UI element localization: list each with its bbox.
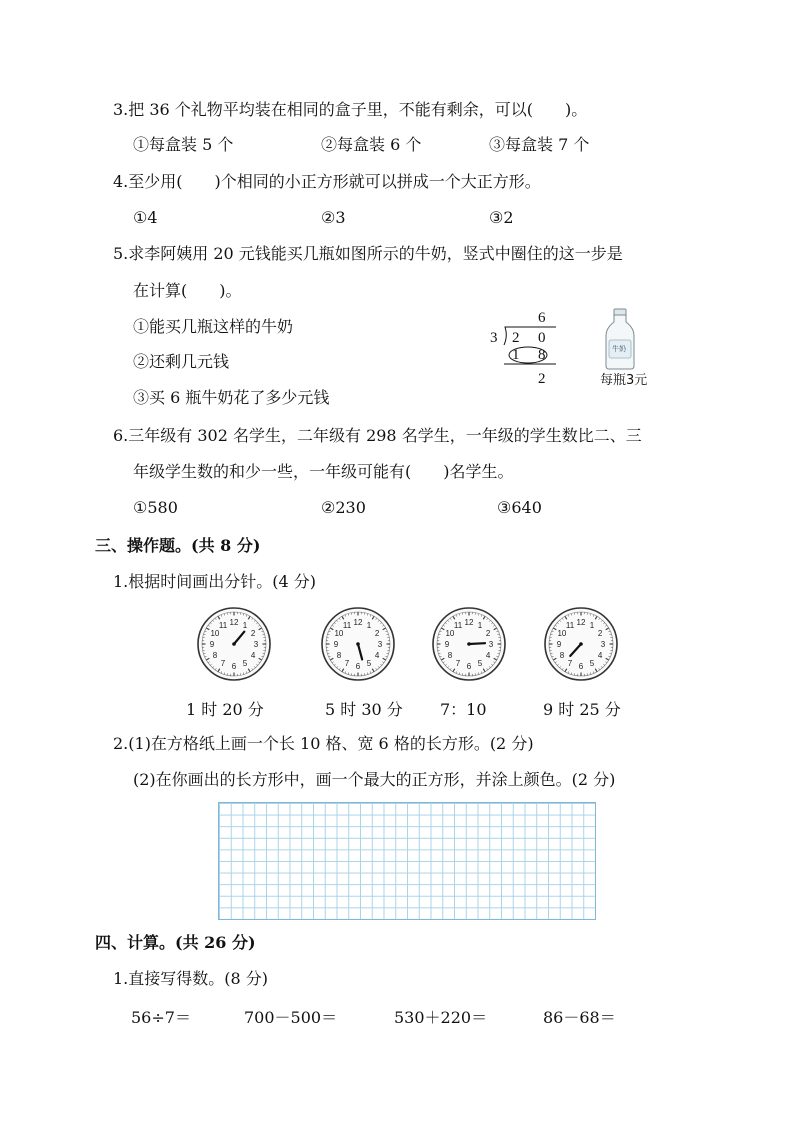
clock-number: 9 (333, 640, 339, 649)
q5-option-3: ③买 6 瓶牛奶花了多少元钱 (133, 388, 330, 407)
milk-bottle (600, 308, 640, 370)
clock-time-label: 1 时 20 分 (186, 700, 264, 719)
clock-number: 8 (212, 651, 218, 660)
clock-time-label: 5 时 30 分 (325, 700, 403, 719)
clock-number: 6 (578, 662, 584, 671)
clock-number: 12 (464, 618, 474, 627)
clock-number: 8 (559, 651, 565, 660)
clock-number: 4 (485, 651, 491, 660)
clock-number: 10 (557, 629, 567, 638)
q6-option-3: ③640 (497, 498, 542, 517)
clock-number: 2 (485, 629, 491, 638)
clock-number: 2 (597, 629, 603, 638)
clock-number: 1 (589, 620, 595, 630)
clock-time-label: 7：10 (440, 700, 487, 719)
division-dividend-tens: 2 (512, 330, 520, 346)
q4-stem: 4.至少用( )个相同的小正方形就可以拼成一个大正方形。 (113, 172, 541, 191)
q6-option-2: ②230 (321, 498, 366, 517)
clock-number: 6 (466, 662, 472, 671)
clock-number: 5 (242, 659, 248, 669)
clock-number: 3 (488, 640, 494, 649)
clock-number: 2 (374, 629, 380, 638)
clock-number: 3 (600, 640, 606, 649)
q5-option-2: ②还剩几元钱 (133, 352, 230, 371)
clock-face[interactable] (431, 606, 507, 682)
clock-number: 12 (229, 618, 239, 627)
q6-option-1: ①580 (133, 498, 178, 517)
clock-number: 5 (366, 659, 372, 669)
clock-number: 11 (565, 620, 575, 630)
q3-option-3: ③每盒装 7 个 (489, 135, 590, 154)
clock-number: 2 (250, 629, 256, 638)
section3-q1: 1.根据时间画出分针。(4 分) (113, 572, 317, 591)
clock-number: 10 (210, 629, 220, 638)
q6-stem-line1: 6.三年级有 302 名学生，二年级有 298 名学生，一年级的学生数比二、三 (113, 426, 642, 445)
clock-number: 10 (445, 629, 455, 638)
clock-number: 7 (220, 659, 226, 669)
q3-stem: 3.把 36 个礼物平均装在相同的盒子里，不能有剩余，可以( )。 (113, 100, 588, 119)
q3-option-1: ①每盒装 5 个 (133, 135, 234, 154)
section3-q2-1: 2.(1)在方格纸上画一个长 10 格、宽 6 格的长方形。(2 分) (113, 734, 534, 753)
q4-option-3: ③2 (489, 208, 514, 227)
clock-face[interactable] (320, 606, 396, 682)
clock-number: 11 (453, 620, 463, 630)
clock-number: 9 (556, 640, 562, 649)
clock-number: 9 (209, 640, 215, 649)
section3-q2-2: (2)在你画出的长方形中，画一个最大的正方形，并涂上颜色。(2 分) (133, 770, 616, 789)
division-quotient: 6 (538, 310, 546, 326)
section4-q1: 1.直接写得数。(8 分) (113, 969, 269, 988)
division-product-tens: 1 (512, 347, 520, 363)
q5-option-1: ①能买几瓶这样的牛奶 (133, 317, 294, 336)
section3-title: 三、操作题。(共 8 分) (95, 536, 261, 555)
clock-number: 3 (377, 640, 383, 649)
hour-hand (469, 643, 485, 644)
bottle-price-caption: 每瓶3元 (600, 373, 648, 388)
calc-expression-4: 86－68＝ (543, 1008, 616, 1027)
clock-face[interactable] (196, 606, 272, 682)
q5-stem-line2: 在计算( )。 (133, 281, 242, 300)
clock-number: 7 (455, 659, 461, 669)
clock-number: 8 (447, 651, 453, 660)
clock-number: 4 (597, 651, 603, 660)
bottle-label: 牛奶 (612, 345, 626, 353)
division-bracket (488, 308, 568, 394)
clock-time-label: 9 时 25 分 (543, 700, 621, 719)
clock-face[interactable] (543, 606, 619, 682)
clock-number: 11 (218, 620, 228, 630)
clock-number: 4 (250, 651, 256, 660)
clock-number: 1 (477, 620, 483, 630)
q4-option-2: ②3 (321, 208, 346, 227)
clock-number: 7 (567, 659, 573, 669)
clock-number: 12 (353, 618, 363, 627)
long-division (488, 308, 568, 394)
division-remainder: 2 (538, 371, 546, 387)
clock-number: 4 (374, 651, 380, 660)
clock-number: 11 (342, 620, 352, 630)
clock-number: 8 (336, 651, 342, 660)
q3-option-2: ②每盒装 6 个 (321, 135, 422, 154)
section4-title: 四、计算。(共 26 分) (95, 933, 256, 952)
clock-number: 10 (334, 629, 344, 638)
division-dividend-ones: 0 (538, 330, 546, 346)
calc-expression-2: 700－500＝ (244, 1008, 338, 1027)
division-divisor: 3 (490, 330, 498, 346)
clock-number: 6 (231, 662, 237, 671)
q4-option-1: ①4 (133, 208, 158, 227)
clock-number: 1 (366, 620, 372, 630)
q5-stem-line1: 5.求李阿姨用 20 元钱能买几瓶如图所示的牛奶，竖式中圈住的这一步是 (113, 244, 623, 263)
q6-stem-line2: 年级学生数的和少一些，一年级可能有( )名学生。 (133, 462, 514, 481)
clock-number: 5 (589, 659, 595, 669)
calc-expression-1: 56÷7＝ (131, 1008, 191, 1027)
clock-number: 7 (344, 659, 350, 669)
clock-number: 5 (477, 659, 483, 669)
division-product-ones: 8 (538, 347, 546, 363)
clock-number: 3 (253, 640, 259, 649)
clock-number: 12 (576, 618, 586, 627)
clock-number: 6 (355, 662, 361, 671)
graph-paper-grid[interactable] (218, 802, 596, 920)
clock-number: 9 (444, 640, 450, 649)
clock-number: 1 (242, 620, 248, 630)
calc-expression-3: 530＋220＝ (394, 1008, 488, 1027)
